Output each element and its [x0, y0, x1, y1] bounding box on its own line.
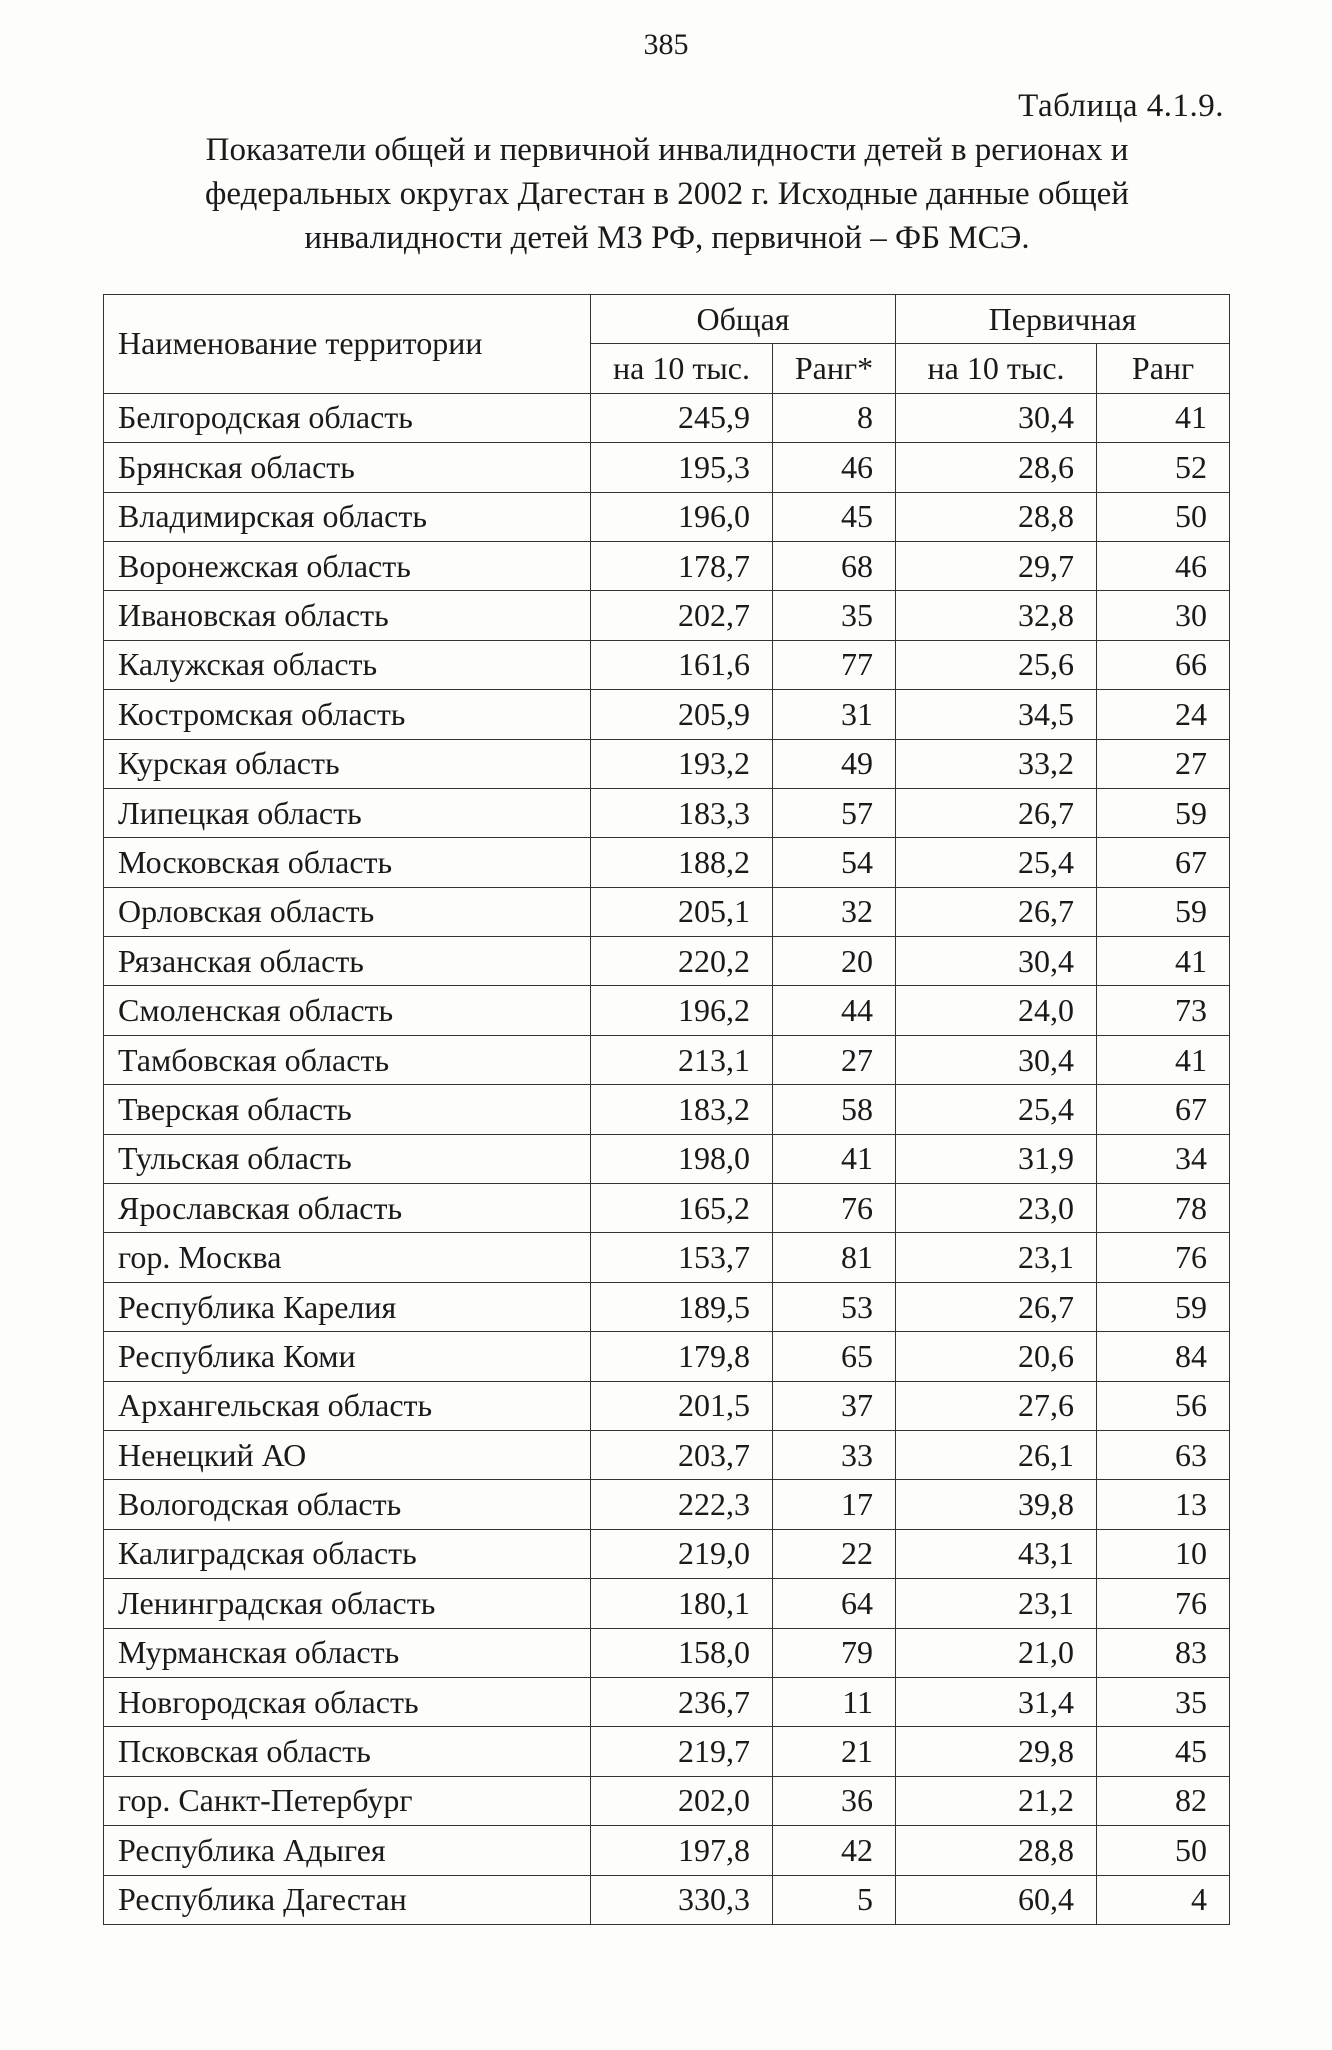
cell-territory-name: Калиградская область: [104, 1529, 591, 1578]
table-row: [104, 937, 1230, 986]
cell-general-rank: 68: [773, 541, 896, 590]
cell-territory-name: Ленинградская область: [104, 1579, 591, 1628]
cell-territory-name: Белгородская область: [104, 393, 591, 442]
cell-primary-per10k: 23,1: [896, 1579, 1097, 1628]
cell-primary-per10k: 29,7: [896, 541, 1097, 590]
cell-primary-per10k: 20,6: [896, 1332, 1097, 1381]
cell-general-rank: 31: [773, 690, 896, 739]
cell-primary-per10k: 23,1: [896, 1233, 1097, 1282]
table-row: [104, 838, 1230, 887]
cell-primary-per10k: 32,8: [896, 591, 1097, 640]
table-row: [104, 591, 1230, 640]
cell-territory-name: Республика Адыгея: [104, 1826, 591, 1875]
table-row: [104, 1332, 1230, 1381]
cell-territory-name: Владимирская область: [104, 492, 591, 541]
cell-primary-per10k: 28,8: [896, 1826, 1097, 1875]
cell-territory-name: Калужская область: [104, 640, 591, 689]
cell-primary-rank: 83: [1097, 1628, 1230, 1677]
cell-general-rank: 77: [773, 640, 896, 689]
header-general: Общая: [591, 295, 896, 344]
cell-general-rank: 58: [773, 1085, 896, 1134]
cell-general-rank: 33: [773, 1430, 896, 1479]
cell-primary-rank: 66: [1097, 640, 1230, 689]
table-row: [104, 690, 1230, 739]
header-primary: Первичная: [896, 295, 1230, 344]
table-header: [104, 295, 1230, 394]
table-label: Таблица 4.1.9.: [1018, 88, 1224, 124]
cell-general-per10k: 188,2: [591, 838, 773, 887]
cell-primary-per10k: 39,8: [896, 1480, 1097, 1529]
cell-general-per10k: 153,7: [591, 1233, 773, 1282]
cell-primary-per10k: 21,0: [896, 1628, 1097, 1677]
table-row: [104, 1727, 1230, 1776]
table-row: [104, 986, 1230, 1035]
cell-primary-per10k: 26,1: [896, 1430, 1097, 1479]
table-row: [104, 887, 1230, 936]
cell-territory-name: Липецкая область: [104, 788, 591, 837]
cell-primary-rank: 76: [1097, 1579, 1230, 1628]
cell-primary-per10k: 31,4: [896, 1677, 1097, 1726]
cell-territory-name: Ненецкий АО: [104, 1430, 591, 1479]
cell-primary-per10k: 26,7: [896, 1282, 1097, 1331]
table-row: [104, 640, 1230, 689]
cell-general-per10k: 161,6: [591, 640, 773, 689]
table-row: [104, 541, 1230, 590]
table-row: [104, 1529, 1230, 1578]
cell-primary-rank: 63: [1097, 1430, 1230, 1479]
cell-primary-per10k: 24,0: [896, 986, 1097, 1035]
cell-general-rank: 11: [773, 1677, 896, 1726]
cell-territory-name: гор. Москва: [104, 1233, 591, 1282]
table-row: [104, 1480, 1230, 1529]
table-row: [104, 1776, 1230, 1825]
table-row: [104, 1184, 1230, 1233]
subheader-primary-rank: Ранг: [1097, 344, 1230, 393]
cell-primary-per10k: 29,8: [896, 1727, 1097, 1776]
table-row: [104, 739, 1230, 788]
cell-primary-rank: 10: [1097, 1529, 1230, 1578]
cell-territory-name: Новгородская область: [104, 1677, 591, 1726]
cell-general-rank: 49: [773, 739, 896, 788]
cell-general-rank: 79: [773, 1628, 896, 1677]
cell-primary-rank: 27: [1097, 739, 1230, 788]
table-row: [104, 1677, 1230, 1726]
table-row: [104, 1134, 1230, 1183]
header-row: [104, 295, 1230, 344]
cell-general-rank: 81: [773, 1233, 896, 1282]
cell-general-per10k: 178,7: [591, 541, 773, 590]
cell-primary-rank: 30: [1097, 591, 1230, 640]
table-row: [104, 1430, 1230, 1479]
subheader-general-per10k: на 10 тыс.: [591, 344, 773, 393]
cell-primary-rank: 67: [1097, 1085, 1230, 1134]
cell-general-rank: 5: [773, 1875, 896, 1924]
cell-primary-rank: 67: [1097, 838, 1230, 887]
cell-territory-name: Ярославская область: [104, 1184, 591, 1233]
cell-general-per10k: 203,7: [591, 1430, 773, 1479]
cell-territory-name: Воронежская область: [104, 541, 591, 590]
cell-general-per10k: 189,5: [591, 1282, 773, 1331]
cell-territory-name: Орловская область: [104, 887, 591, 936]
cell-primary-per10k: 30,4: [896, 393, 1097, 442]
table-row: [104, 393, 1230, 442]
cell-general-per10k: 213,1: [591, 1035, 773, 1084]
cell-general-per10k: 219,7: [591, 1727, 773, 1776]
cell-primary-rank: 46: [1097, 541, 1230, 590]
cell-primary-rank: 50: [1097, 1826, 1230, 1875]
cell-general-rank: 8: [773, 393, 896, 442]
cell-territory-name: Тамбовская область: [104, 1035, 591, 1084]
cell-primary-rank: 50: [1097, 492, 1230, 541]
cell-territory-name: Тульская область: [104, 1134, 591, 1183]
cell-primary-rank: 73: [1097, 986, 1230, 1035]
cell-primary-per10k: 34,5: [896, 690, 1097, 739]
table-row: [104, 492, 1230, 541]
cell-general-rank: 22: [773, 1529, 896, 1578]
cell-general-per10k: 183,2: [591, 1085, 773, 1134]
cell-general-rank: 46: [773, 443, 896, 492]
cell-territory-name: Смоленская область: [104, 986, 591, 1035]
cell-general-per10k: 198,0: [591, 1134, 773, 1183]
cell-primary-rank: 78: [1097, 1184, 1230, 1233]
table-row: [104, 1875, 1230, 1924]
subheader-primary-per10k: на 10 тыс.: [896, 344, 1097, 393]
cell-primary-per10k: 30,4: [896, 1035, 1097, 1084]
cell-general-per10k: 183,3: [591, 788, 773, 837]
cell-general-rank: 45: [773, 492, 896, 541]
cell-territory-name: Вологодская область: [104, 1480, 591, 1529]
table-row: [104, 1035, 1230, 1084]
cell-territory-name: Мурманская область: [104, 1628, 591, 1677]
cell-general-per10k: 245,9: [591, 393, 773, 442]
cell-general-per10k: 205,1: [591, 887, 773, 936]
cell-primary-rank: 41: [1097, 937, 1230, 986]
cell-general-per10k: 196,0: [591, 492, 773, 541]
cell-territory-name: гор. Санкт-Петербург: [104, 1776, 591, 1825]
cell-general-per10k: 222,3: [591, 1480, 773, 1529]
cell-territory-name: Республика Карелия: [104, 1282, 591, 1331]
table-body: [104, 393, 1230, 1924]
cell-primary-rank: 24: [1097, 690, 1230, 739]
cell-general-per10k: 236,7: [591, 1677, 773, 1726]
cell-general-rank: 44: [773, 986, 896, 1035]
cell-general-rank: 76: [773, 1184, 896, 1233]
cell-primary-per10k: 26,7: [896, 887, 1097, 936]
table-row: [104, 1381, 1230, 1430]
cell-general-per10k: 220,2: [591, 937, 773, 986]
cell-primary-rank: 13: [1097, 1480, 1230, 1529]
cell-primary-rank: 76: [1097, 1233, 1230, 1282]
cell-general-per10k: 196,2: [591, 986, 773, 1035]
cell-general-rank: 21: [773, 1727, 896, 1776]
cell-general-rank: 53: [773, 1282, 896, 1331]
cell-general-rank: 20: [773, 937, 896, 986]
cell-primary-per10k: 33,2: [896, 739, 1097, 788]
cell-primary-rank: 41: [1097, 393, 1230, 442]
cell-general-rank: 41: [773, 1134, 896, 1183]
cell-primary-rank: 82: [1097, 1776, 1230, 1825]
cell-territory-name: Архангельская область: [104, 1381, 591, 1430]
cell-territory-name: Рязанская область: [104, 937, 591, 986]
cell-territory-name: Костромская область: [104, 690, 591, 739]
cell-primary-per10k: 30,4: [896, 937, 1097, 986]
cell-territory-name: Тверская область: [104, 1085, 591, 1134]
cell-primary-per10k: 23,0: [896, 1184, 1097, 1233]
cell-primary-rank: 84: [1097, 1332, 1230, 1381]
cell-primary-rank: 52: [1097, 443, 1230, 492]
table-row: [104, 788, 1230, 837]
cell-primary-per10k: 28,6: [896, 443, 1097, 492]
cell-primary-per10k: 28,8: [896, 492, 1097, 541]
cell-primary-per10k: 26,7: [896, 788, 1097, 837]
cell-primary-per10k: 31,9: [896, 1134, 1097, 1183]
cell-primary-rank: 56: [1097, 1381, 1230, 1430]
cell-general-rank: 32: [773, 887, 896, 936]
cell-general-rank: 17: [773, 1480, 896, 1529]
cell-general-per10k: 180,1: [591, 1579, 773, 1628]
cell-primary-per10k: 43,1: [896, 1529, 1097, 1578]
cell-primary-per10k: 60,4: [896, 1875, 1097, 1924]
header-territory: Наименование территории: [104, 295, 591, 394]
cell-territory-name: Курская область: [104, 739, 591, 788]
cell-general-per10k: 195,3: [591, 443, 773, 492]
table-caption: Показатели общей и первичной инвалидности детей в регионах и федеральных округах Дагестан в 2002 г. Исходные данные общей инвалидности детей МЗ РФ, первичной – ФБ МСЭ.: [205, 132, 1129, 256]
page-number: 385: [643, 28, 689, 61]
cell-general-per10k: 202,0: [591, 1776, 773, 1825]
cell-general-per10k: 193,2: [591, 739, 773, 788]
cell-general-per10k: 219,0: [591, 1529, 773, 1578]
cell-primary-per10k: 25,4: [896, 838, 1097, 887]
cell-general-per10k: 158,0: [591, 1628, 773, 1677]
cell-general-rank: 36: [773, 1776, 896, 1825]
cell-general-per10k: 202,7: [591, 591, 773, 640]
table-row: [104, 443, 1230, 492]
cell-general-per10k: 201,5: [591, 1381, 773, 1430]
cell-primary-rank: 59: [1097, 788, 1230, 837]
cell-general-rank: 65: [773, 1332, 896, 1381]
cell-primary-rank: 41: [1097, 1035, 1230, 1084]
table-row: [104, 1579, 1230, 1628]
cell-primary-rank: 59: [1097, 1282, 1230, 1331]
cell-primary-rank: 59: [1097, 887, 1230, 936]
cell-general-per10k: 197,8: [591, 1826, 773, 1875]
cell-general-per10k: 165,2: [591, 1184, 773, 1233]
cell-general-rank: 54: [773, 838, 896, 887]
subheader-general-rank: Ранг*: [773, 344, 896, 393]
cell-primary-per10k: 25,6: [896, 640, 1097, 689]
table-row: [104, 1282, 1230, 1331]
cell-territory-name: Брянская область: [104, 443, 591, 492]
cell-primary-per10k: 27,6: [896, 1381, 1097, 1430]
cell-general-rank: 57: [773, 788, 896, 837]
table-row: [104, 1085, 1230, 1134]
cell-territory-name: Московская область: [104, 838, 591, 887]
cell-general-rank: 64: [773, 1579, 896, 1628]
cell-general-per10k: 330,3: [591, 1875, 773, 1924]
cell-general-per10k: 205,9: [591, 690, 773, 739]
cell-general-rank: 37: [773, 1381, 896, 1430]
disability-table: [103, 294, 1230, 1925]
table-row: [104, 1628, 1230, 1677]
cell-general-rank: 27: [773, 1035, 896, 1084]
cell-primary-per10k: 21,2: [896, 1776, 1097, 1825]
cell-primary-rank: 35: [1097, 1677, 1230, 1726]
cell-general-per10k: 179,8: [591, 1332, 773, 1381]
table-row: [104, 1826, 1230, 1875]
cell-primary-rank: 34: [1097, 1134, 1230, 1183]
cell-primary-rank: 45: [1097, 1727, 1230, 1776]
cell-territory-name: Республика Коми: [104, 1332, 591, 1381]
cell-territory-name: Псковская область: [104, 1727, 591, 1776]
cell-general-rank: 35: [773, 591, 896, 640]
cell-territory-name: Республика Дагестан: [104, 1875, 591, 1924]
cell-territory-name: Ивановская область: [104, 591, 591, 640]
cell-primary-rank: 4: [1097, 1875, 1230, 1924]
table-row: [104, 1233, 1230, 1282]
cell-primary-per10k: 25,4: [896, 1085, 1097, 1134]
cell-general-rank: 42: [773, 1826, 896, 1875]
